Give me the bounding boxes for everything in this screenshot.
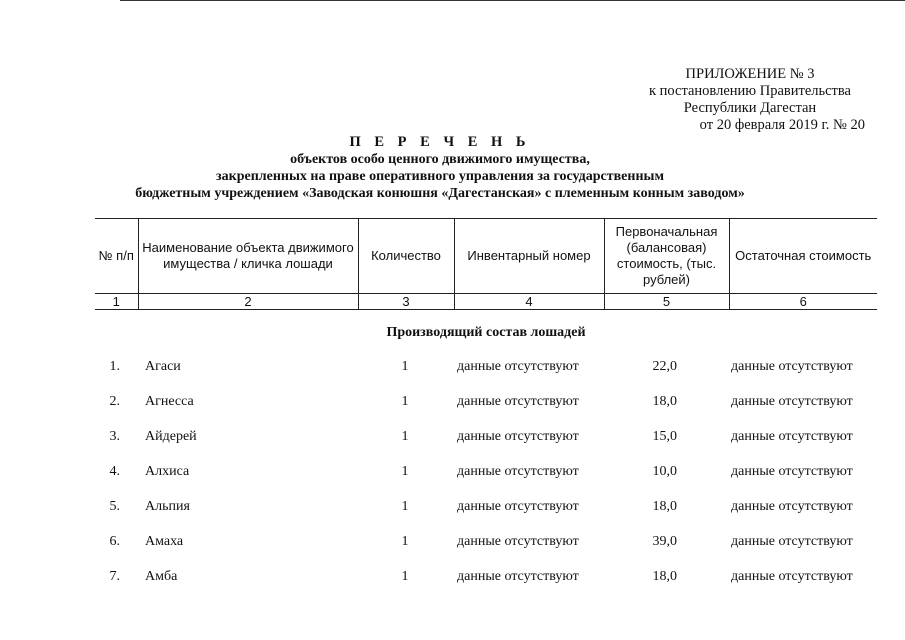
table-row [95, 357, 877, 377]
title-heading: П Е Р Е Ч Е Н Ь [349, 134, 531, 150]
row-quantity: 1 [401, 429, 409, 444]
row-initial-cost: 10,0 [652, 464, 677, 479]
row-number: 7. [109, 569, 120, 584]
row-quantity: 1 [401, 499, 409, 514]
table-row [95, 567, 877, 587]
row-residual-cost: данные отсутствуют [731, 464, 853, 479]
header-qty: Количество [358, 219, 454, 294]
row-number: 3. [109, 429, 120, 444]
row-number: 4. [109, 464, 120, 479]
table-row [95, 532, 877, 552]
row-residual-cost: данные отсутствуют [731, 499, 853, 514]
header-num: № п/п [95, 219, 138, 294]
top-edge-line [120, 0, 905, 1]
row-inventory: данные отсутствуют [457, 569, 579, 584]
row-residual-cost: данные отсутствуют [731, 569, 853, 584]
header-initial-cost: Первоначальная (балансовая) стоимость, (тыс. рублей) [604, 219, 729, 294]
table-row [95, 392, 877, 412]
horse-name: Агнесса [145, 394, 194, 409]
header-residual-cost: Остаточная стоимость [729, 219, 877, 294]
table-header [95, 218, 877, 310]
row-inventory: данные отсутствуют [457, 499, 579, 514]
row-residual-cost: данные отсутствуют [731, 359, 853, 374]
row-residual-cost: данные отсутствуют [731, 429, 853, 444]
row-inventory: данные отсутствуют [457, 464, 579, 479]
column-number: 5 [604, 294, 729, 310]
header-name: Наименование объекта движимого имущества / кличка лошади [138, 219, 358, 294]
row-quantity: 1 [401, 569, 409, 584]
header-row [95, 219, 877, 294]
table-row [95, 427, 877, 447]
row-quantity: 1 [401, 464, 409, 479]
table-row [95, 462, 877, 482]
row-number: 6. [109, 534, 120, 549]
title-line-1: объектов особо ценного движимого имущества, [290, 152, 590, 167]
section-title: Производящий состав лошадей [386, 325, 586, 340]
horse-name: Агаси [145, 359, 181, 374]
title-line-2: закрепленных на праве оперативного управления за государственным [216, 169, 664, 184]
horse-name: Амаха [145, 534, 184, 549]
column-number: 2 [138, 294, 358, 310]
row-inventory: данные отсутствуют [457, 394, 579, 409]
row-residual-cost: данные отсутствуют [731, 394, 853, 409]
column-number: 3 [358, 294, 454, 310]
row-quantity: 1 [401, 359, 409, 374]
row-quantity: 1 [401, 394, 409, 409]
column-number: 6 [729, 294, 877, 310]
appendix-date: от 20 февраля 2019 г. № 20 [699, 117, 865, 133]
row-initial-cost: 15,0 [652, 429, 677, 444]
row-initial-cost: 39,0 [652, 534, 677, 549]
column-number: 4 [454, 294, 604, 310]
row-inventory: данные отсутствуют [457, 534, 579, 549]
row-residual-cost: данные отсутствуют [731, 534, 853, 549]
table-row [95, 497, 877, 517]
row-number: 5. [109, 499, 120, 514]
appendix-block [635, 66, 865, 134]
document-title [60, 134, 820, 202]
appendix-republic: Республики Дагестан [683, 100, 817, 116]
row-quantity: 1 [401, 534, 409, 549]
row-initial-cost: 22,0 [652, 359, 677, 374]
header-inventory: Инвентарный номер [454, 219, 604, 294]
row-initial-cost: 18,0 [652, 394, 677, 409]
horse-name: Айдерей [145, 429, 197, 444]
row-initial-cost: 18,0 [652, 499, 677, 514]
horse-name: Альпия [145, 499, 190, 514]
row-inventory: данные отсутствуют [457, 359, 579, 374]
row-number: 1. [109, 359, 120, 374]
horse-name: Амба [145, 569, 178, 584]
row-number: 2. [109, 394, 120, 409]
appendix-number: ПРИЛОЖЕНИЕ № 3 [685, 66, 815, 82]
row-inventory: данные отсутствуют [457, 429, 579, 444]
column-number: 1 [95, 294, 138, 310]
title-line-3: бюджетным учреждением «Заводская конюшня «Дагестанская» с племенным конным заводом» [135, 186, 745, 201]
horse-name: Алхиса [145, 464, 190, 479]
row-initial-cost: 18,0 [652, 569, 677, 584]
appendix-resolution: к постановлению Правительства [649, 83, 851, 99]
column-number-row [95, 294, 877, 310]
